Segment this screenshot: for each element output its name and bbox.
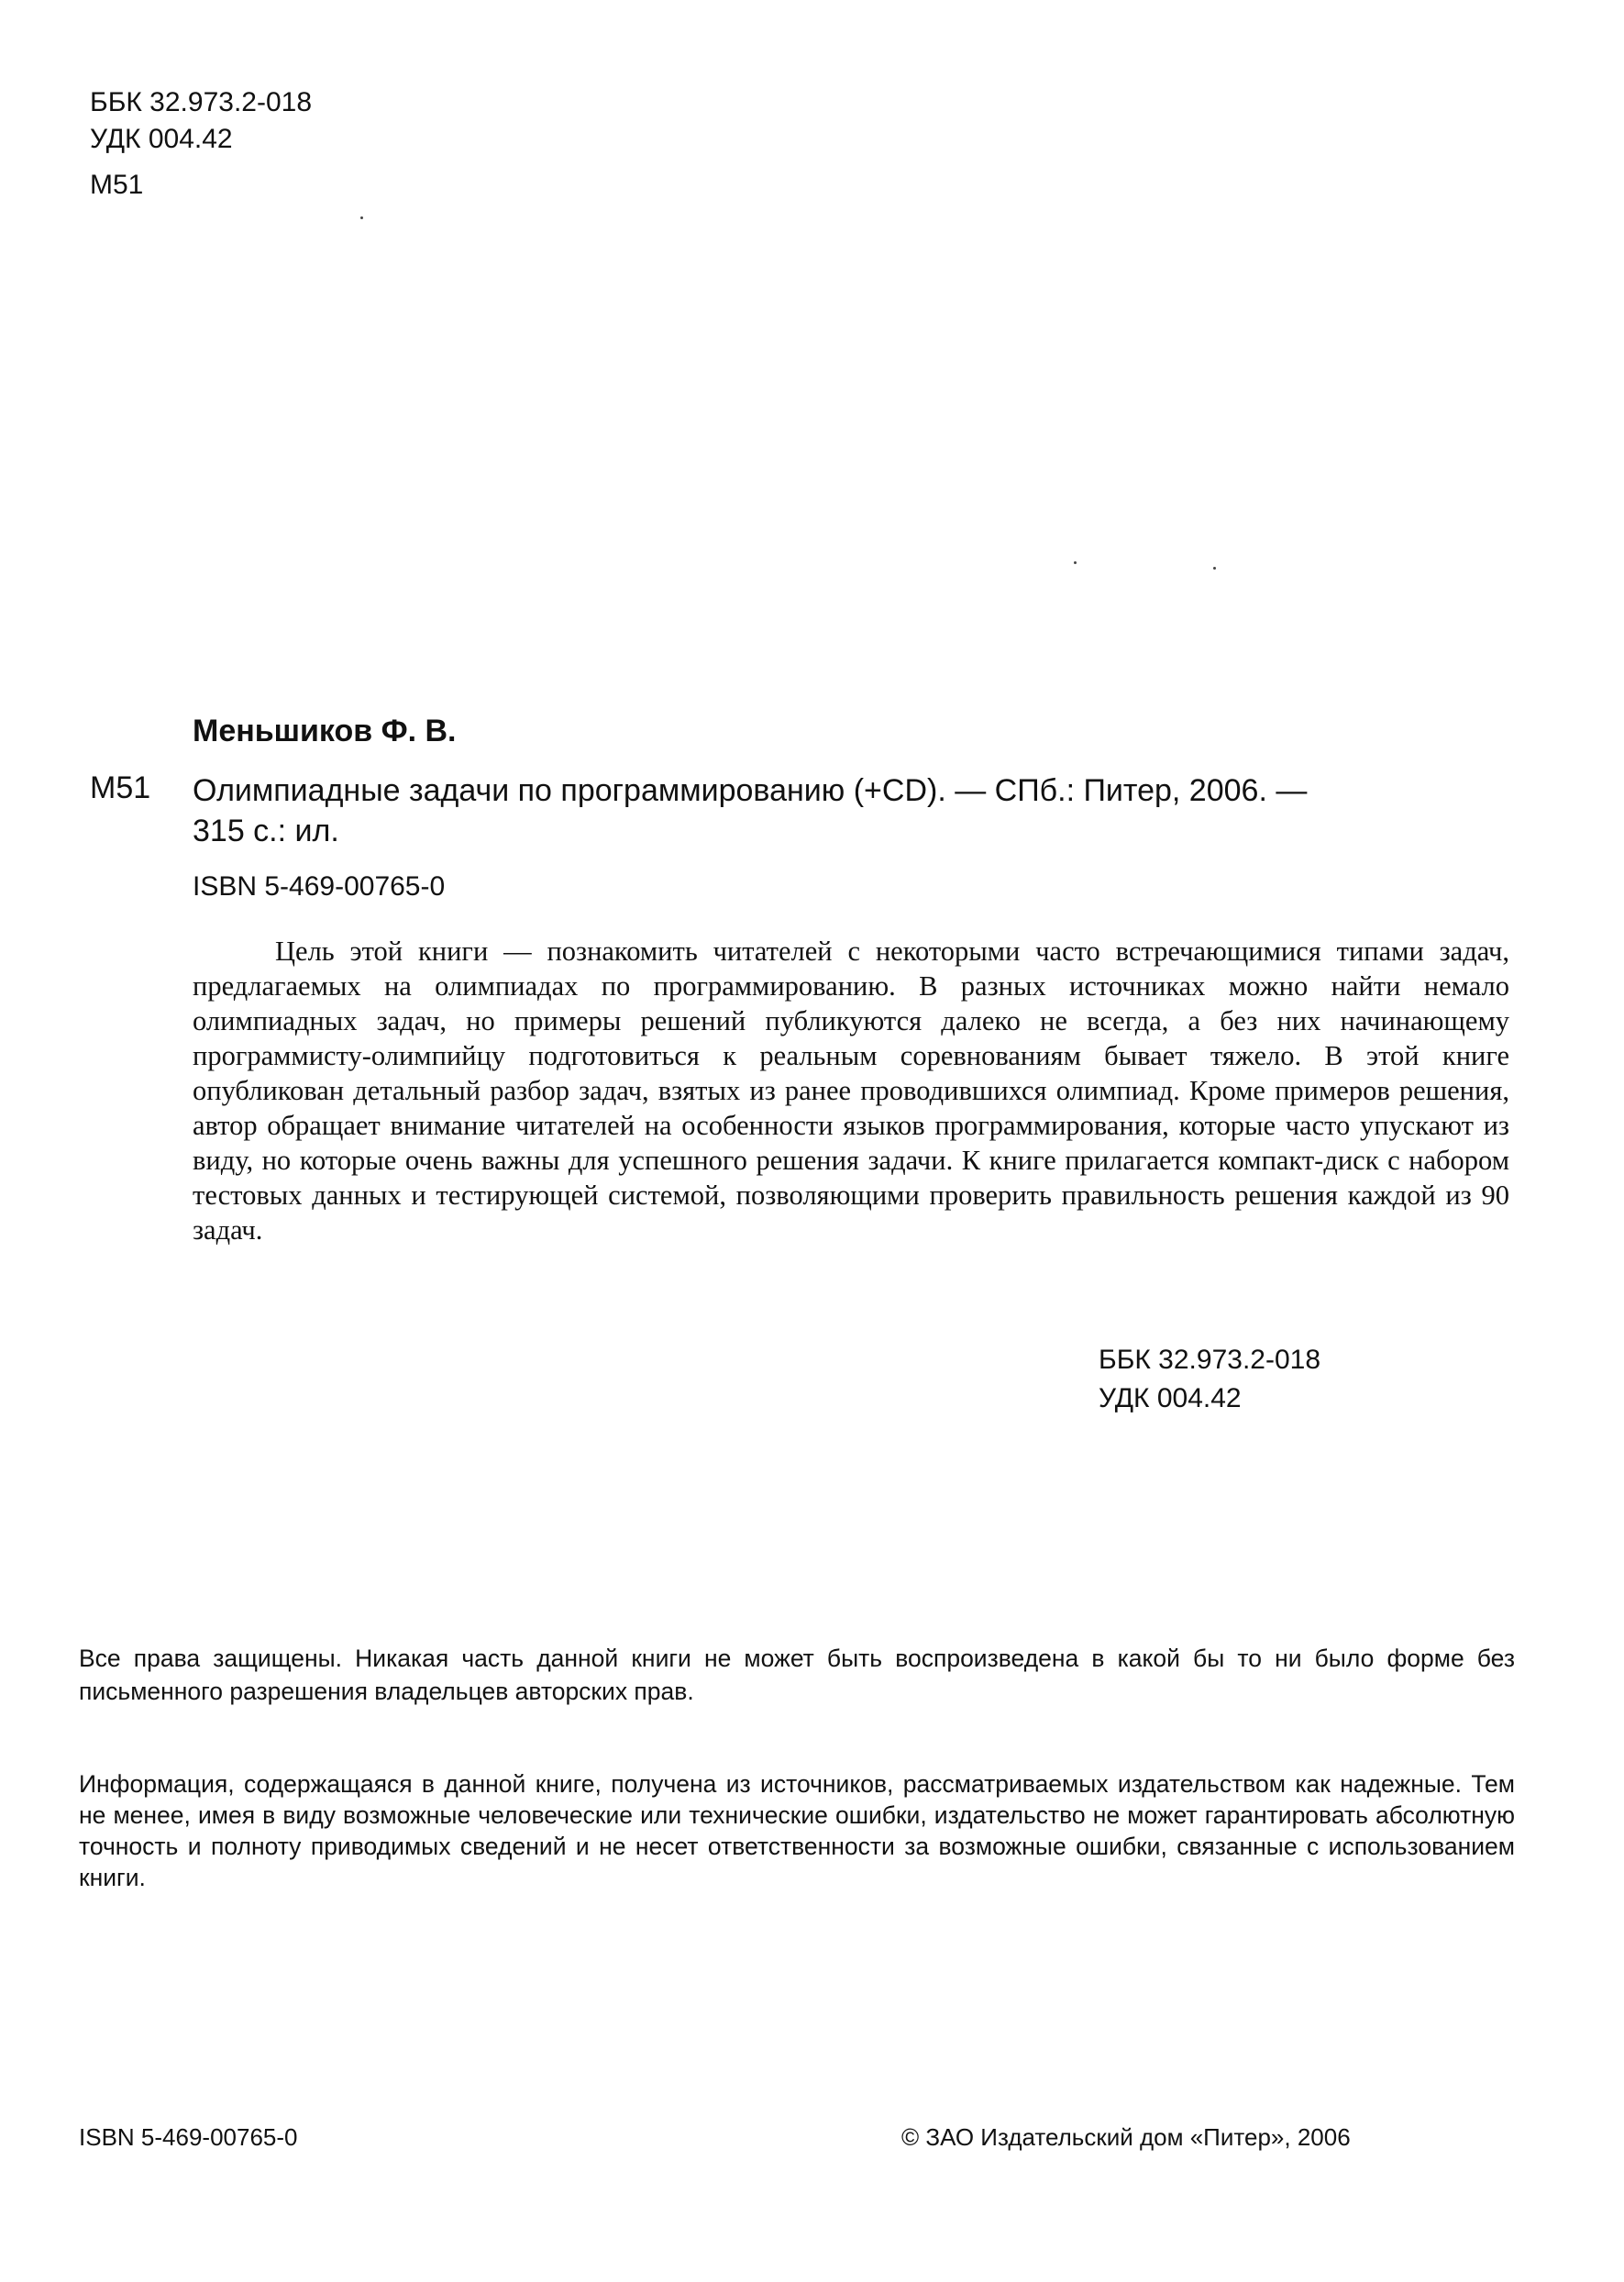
record-author-mark: М51 [90, 770, 151, 805]
classification-bbk: ББК 32.973.2-018 [1099, 1345, 1321, 1375]
footer-isbn: ISBN 5-469-00765-0 [79, 2123, 298, 2151]
header-bbk: ББК 32.973.2-018 [90, 87, 313, 117]
book-title-line-1: Олимпиадные задачи по программированию (+CD). — СПб.: Питер, 2006. — [193, 773, 1308, 808]
disclaimer-text: Информация, содержащаяся в данной книге, получена из источников, рассматриваемых издательством как надежные. Тем не менее, имея в виду возможные человеческие или технические ошибки, издательство не может гарантировать абсолютную точность и полноту приводимых сведений и не несет ответственности за возможные ошибки, связанные с использованием книги. [79, 1770, 1515, 1891]
disclaimer-notice [79, 1768, 1515, 1893]
copyright: © ЗАО Издательский дом «Питер», 2006 [901, 2123, 1351, 2151]
header-author-mark: М51 [90, 170, 144, 200]
scan-speck [1074, 561, 1077, 564]
scan-speck [1213, 567, 1216, 570]
author-name: Меньшиков Ф. В. [193, 714, 457, 748]
isbn: ISBN 5-469-00765-0 [193, 871, 446, 902]
classification-codes [1099, 1341, 1320, 1418]
book-title-line-2: 315 с.: ил. [193, 814, 339, 848]
header-classification [90, 84, 312, 204]
rights-notice [79, 1642, 1515, 1708]
scan-speck [360, 216, 363, 219]
annotation [193, 934, 1509, 1247]
rights-text: Все права защищены. Никакая часть данной книги не может быть воспроизведена в какой бы то ни было форме без письменного разрешения владельцев авторских прав. [79, 1645, 1515, 1705]
classification-udk: УДК 004.42 [1099, 1383, 1242, 1413]
header-udk: УДК 004.42 [90, 124, 233, 154]
annotation-text: Цель этой книги — познакомить читателей с некоторыми часто встречающимися типами задач, предлагаемых на олимпиадах по программированию. В разных источниках можно найти немало олимпиадных задач, но примеры решений публикуются далеко не всегда, а без них начинающему программисту-олимпийцу подготовиться к реальным соревнованиям бывает тяжело. В этой книге опубликован детальный разбор задач, взятых из ранее проводившихся олимпиад. Кроме примеров решения, автор обращает внимание читателей на особенности языков программирования, которые часто упускают из виду, но которые очень важны для успешного решения задачи. К книге прилагается компакт-диск с набором тестовых данных и тестирующей системой, позволяющими проверить правильность решения каждой из 90 задач. [193, 936, 1509, 1246]
book-title [193, 770, 1504, 851]
